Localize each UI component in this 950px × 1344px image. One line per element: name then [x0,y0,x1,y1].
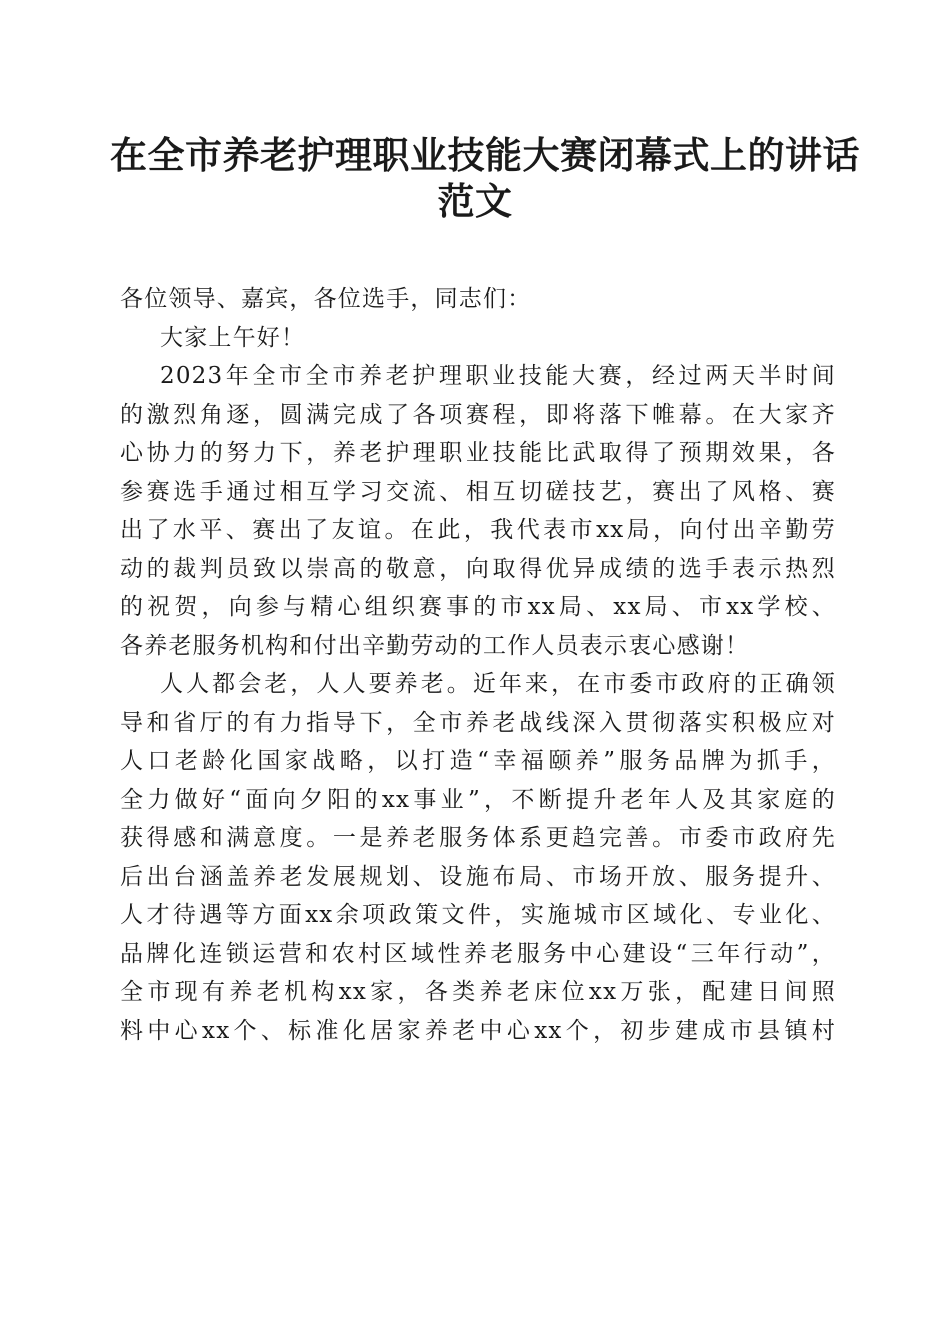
paragraph-line: 全市现有养老机构xx家，各类养老床位xx万张，配建日间照 [120,979,836,1005]
paragraph-line: 获得感和满意度。一是养老服务体系更趋完善。市委市政府先 [120,825,836,851]
paragraph-line: 导和省厅的有力指导下，全市养老战线深入贯彻落实积极应对 [120,709,836,736]
paragraph-line: 的祝贺，向参与精心组织赛事的市xx局、xx局、市xx学校、 [120,594,836,620]
paragraph-line: 全力做好“面向夕阳的xx事业”，不断提升老年人及其家庭的 [120,786,836,813]
document-body [120,280,836,1050]
paragraph-line: 人才待遇等方面xx余项政策文件，实施城市区域化、专业化、 [120,902,836,928]
paragraph-line: 2023年全市全市养老护理职业技能大赛，经过两天半时间 [160,363,836,389]
paragraph-2 [120,665,836,1050]
greeting: 大家上午好！ [160,324,306,351]
salutation: 各位领导、嘉宾，各位选手，同志们： [120,286,532,312]
paragraph-line: 后出台涵盖养老发展规划、设施布局、市场开放、服务提升、 [120,863,836,890]
paragraph-line: 品牌化连锁运营和农村区域性养老服务中心建设“三年行动”， [120,940,836,967]
document-title [110,132,860,224]
paragraph-line: 料中心xx个、标准化居家养老中心xx个，初步建成市县镇村 [120,1017,836,1044]
paragraph-line: 人人都会老，人人要养老。近年来，在市委市政府的正确领 [160,671,836,697]
paragraph-line: 动的裁判员致以崇高的敬意，向取得优异成绩的选手表示热烈 [120,555,836,582]
paragraph-line: 各养老服务机构和付出辛勤劳动的工作人员表示衷心感谢！ [120,632,750,659]
paragraph-line: 人口老龄化国家战略，以打造“幸福颐养”服务品牌为抓手， [120,748,836,774]
title-line-2: 范文 [437,179,513,223]
paragraph-1 [120,357,836,665]
paragraph-line: 参赛选手通过相互学习交流、相互切磋技艺，赛出了风格、赛 [120,478,836,505]
paragraph-line: 心协力的努力下，养老护理职业技能比武取得了预期效果，各 [120,440,836,466]
title-line-1: 在全市养老护理职业技能大赛闭幕式上的讲话 [110,133,860,177]
paragraph-line: 的激烈角逐，圆满完成了各项赛程，即将落下帷幕。在大家齐 [120,401,836,428]
paragraph-line: 出了水平、赛出了友谊。在此，我代表市xx局，向付出辛勤劳 [120,517,836,543]
